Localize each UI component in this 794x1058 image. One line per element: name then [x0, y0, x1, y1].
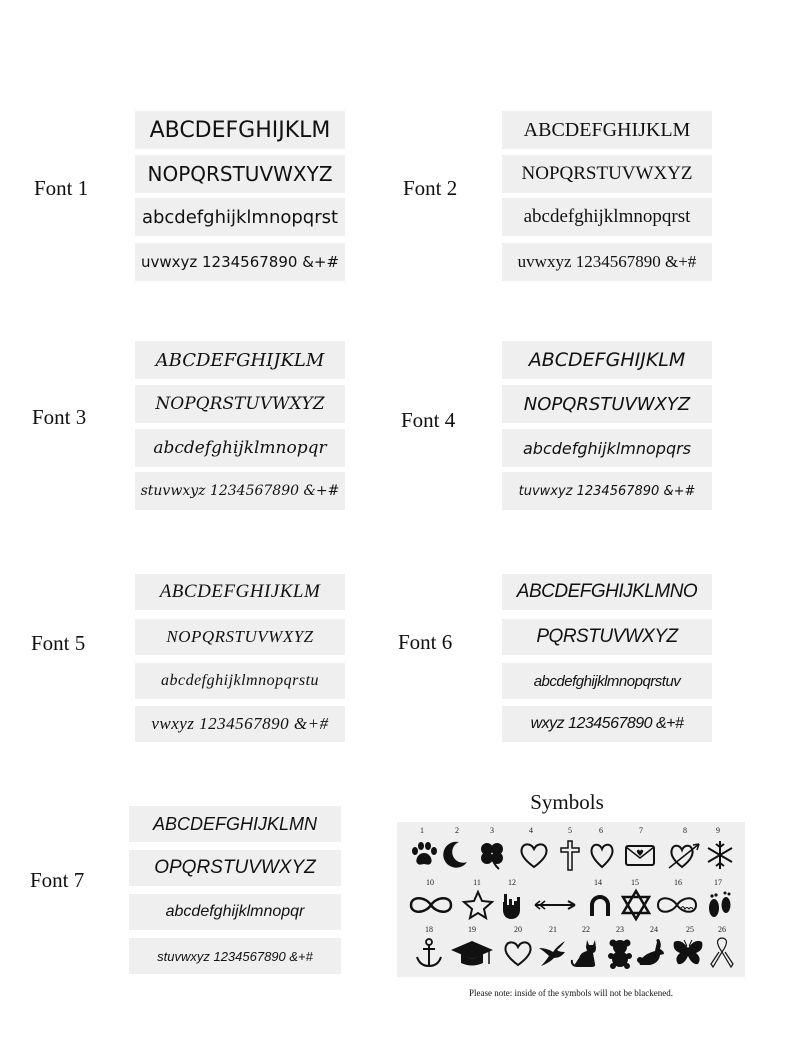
font-1-label: Font 1 [34, 176, 89, 200]
symbol-number: 19 [468, 925, 476, 934]
font-7-sample-line: OPQRSTUVWXYZ [129, 850, 341, 886]
font-6-sample-line: PQRSTUVWXYZ [502, 619, 712, 655]
horseshoe-icon [583, 888, 617, 922]
font-7-sample-line: abcdefghijklmnopqr [129, 894, 341, 930]
symbol-number: 16 [674, 878, 682, 887]
font-5-sample-line: abcdefghijklmnopqrstu [135, 663, 345, 699]
symbol-number: 15 [631, 878, 639, 887]
font-6-sample-line: wxyz 1234567890 &+# [502, 706, 712, 742]
symbol-number: 24 [650, 925, 658, 934]
symbol-number: 26 [718, 925, 726, 934]
symbols-title: Symbols [530, 790, 604, 814]
font-4-sample-line: NOPQRSTUVWXYZ [502, 385, 712, 423]
font-4-sample-line: abcdefghijklmnopqrs [502, 429, 712, 467]
arrow-icon [531, 888, 579, 922]
font-3-label: Font 3 [32, 405, 87, 429]
star-of-david-icon [619, 888, 653, 922]
symbol-number: 12 [508, 878, 516, 887]
font-2-sample-line: uvwxyz 1234567890 &+# [502, 243, 712, 281]
font-4-sample-line: tuvwxyz 1234567890 &+# [502, 472, 712, 510]
font-4-label: Font 4 [401, 408, 456, 432]
symbol-number: 4 [529, 826, 533, 835]
swallow-bird-icon [535, 936, 569, 970]
symbol-number: 21 [549, 925, 557, 934]
heart-outline-icon [517, 838, 551, 872]
infinity-icon [405, 888, 457, 922]
symbol-number: 10 [426, 878, 434, 887]
font-6-sample-line: abcdefghijklmnopqrstuv [502, 663, 712, 699]
cross-icon [553, 838, 587, 872]
love-letter-icon [623, 838, 657, 872]
teddy-bear-icon [603, 936, 637, 970]
symbol-number: 18 [425, 925, 433, 934]
snowflake-icon [703, 838, 737, 872]
font-7-sample-line: stuvwxyz 1234567890 &+# [129, 938, 341, 974]
symbol-number: 7 [639, 826, 643, 835]
font-2-label: Font 2 [403, 176, 458, 200]
font-2-sample-line: NOPQRSTUVWXYZ [502, 155, 712, 193]
love-hand-sign-icon [495, 888, 529, 922]
font-3-sample-line: abcdefghijklmnopqr [135, 429, 345, 467]
font-5-sample-line: vwxyz 1234567890 &+# [135, 706, 345, 742]
font-5-label: Font 5 [31, 631, 86, 655]
symbol-number: 6 [599, 826, 603, 835]
heart-outline-icon [585, 838, 619, 872]
font-6-label: Font 6 [398, 630, 453, 654]
font-7-label: Font 7 [30, 868, 85, 892]
paw-icon [407, 838, 441, 872]
font-3-sample-line: ABCDEFGHIJKLM [135, 341, 345, 379]
symbol-number: 11 [473, 878, 481, 887]
font-5-sample-line: NOPQRSTUVWXYZ [135, 619, 345, 655]
symbol-number: 3 [490, 826, 494, 835]
symbol-number: 1 [420, 826, 424, 835]
awareness-ribbon-icon [705, 936, 739, 970]
font-3-sample-line: stuvwxyz 1234567890 &+# [135, 472, 345, 510]
font-2-sample-line: abcdefghijklmnopqrst [502, 198, 712, 236]
symbol-number: 14 [594, 878, 602, 887]
font-6-sample-line: ABCDEFGHIJKLMNO [502, 574, 712, 610]
symbols-panel [397, 822, 745, 977]
font-1-sample-line: ABCDEFGHIJKLM [135, 111, 345, 149]
font-4-sample-line: ABCDEFGHIJKLM [502, 341, 712, 379]
heart-outline-icon [501, 936, 535, 970]
symbol-number: 5 [568, 826, 572, 835]
heart-arrow-icon [667, 838, 701, 872]
font-2-sample-line: ABCDEFGHIJKLM [502, 111, 712, 149]
font-3-sample-line: NOPQRSTUVWXYZ [135, 385, 345, 423]
font-7-sample-line: ABCDEFGHIJKLMN [129, 806, 341, 842]
four-leaf-clover-icon [475, 838, 509, 872]
symbol-number: 17 [714, 878, 722, 887]
cat-icon [569, 936, 603, 970]
rabbit-icon [635, 936, 669, 970]
font-5-sample-line: ABCDEFGHIJKLM [135, 574, 345, 610]
butterfly-icon [671, 936, 705, 970]
star-outline-icon [461, 888, 495, 922]
symbol-number: 25 [686, 925, 694, 934]
crescent-moon-icon [437, 838, 471, 872]
font-1-sample-line: uvwxyz 1234567890 &+# [135, 243, 345, 281]
font-1-sample-line: NOPQRSTUVWXYZ [135, 155, 345, 193]
symbol-number: 2 [455, 826, 459, 835]
symbol-number: 8 [683, 826, 687, 835]
infinity-love-icon [653, 888, 701, 922]
anchor-icon [412, 936, 446, 970]
symbol-number: 20 [514, 925, 522, 934]
footprints-icon [703, 888, 737, 922]
symbols-note: Please note: inside of the symbols will not be blackened. [469, 988, 673, 998]
graduation-cap-icon [449, 936, 495, 970]
font-1-sample-line: abcdefghijklmnopqrst [135, 198, 345, 236]
symbol-number: 23 [616, 925, 624, 934]
symbol-number: 9 [716, 826, 720, 835]
symbol-number: 22 [582, 925, 590, 934]
